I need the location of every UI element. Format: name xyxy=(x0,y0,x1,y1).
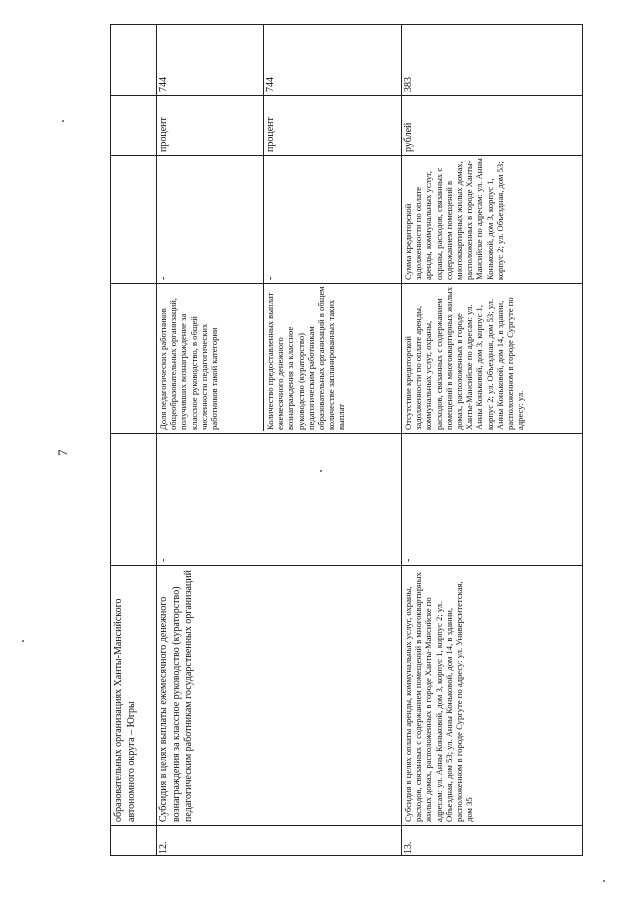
row-12-num-cell xyxy=(156,825,401,857)
row-12-ind1-code: 744 xyxy=(158,77,169,92)
row-13-ind-unit-cell xyxy=(401,95,584,155)
row-12-ind2-val: - xyxy=(265,276,276,280)
row-12-ind1-name-cell xyxy=(156,283,263,433)
row-13-ind-unit: рублей xyxy=(403,122,414,152)
row-12-name-cell xyxy=(156,565,401,825)
row-13-name: Субсидия в целях оплаты аренды, коммунальных услуг, охраны, расходов, связанных с содержанием помещений в многоквартирных жилых домах, расположенных в городе Ханты-Мансийске по адресам: ул. Анны Коньковой, дом 3, корпус 1, корпус 2; ул. Объездная, дом 53; ул. Анны Коньковой, дом 14, в здании, расположенном в городе Сургуте по адресу: ул. Университетская, дом 35 xyxy=(403,572,475,822)
row-12-ind2-unit: процент xyxy=(265,117,276,152)
page-number: 7 xyxy=(55,449,70,456)
scan-speck xyxy=(603,880,605,882)
row-13-col3: - xyxy=(403,558,414,562)
row-12-ind1-val-cell xyxy=(156,155,263,283)
row-13-ind-name: Отсутствие кредиторской задолженности по оплате аренды, коммунальных услуг, охраны, расходов, связанных с содержанием помещений в многоквартирных жилых домах, расположенных в городе Ханты-Мансийске по адресам: ул. Анны Коньковой, дом 3, корпус 1, корпус 2; ул. Объездная, дом 53; ул. Анны Коньковой, дом 14, в здании, расположенном в городе Сургуте по адресу: ул. xyxy=(403,287,526,430)
row-12-ind2-val-cell xyxy=(263,155,401,283)
row-12-num: 12. xyxy=(158,841,169,854)
row-12-ind2-name-cell xyxy=(263,283,401,433)
row-13-name-cell xyxy=(401,565,584,825)
row-12-ind2-unit-cell xyxy=(263,95,401,155)
row-12-ind2-code-cell xyxy=(263,25,401,95)
row-header-text: образовательных организациях Ханты-Мансийского автономного округа – Югры xyxy=(113,598,137,822)
row-header-text-cell xyxy=(111,565,156,825)
row-13-num-cell xyxy=(401,825,584,857)
scan-speck xyxy=(320,470,322,472)
row-12-col3-cell xyxy=(156,433,401,565)
row-12-ind1-val: - xyxy=(158,276,169,280)
row-13-ind-val: Сумма кредиторской задолженности по оплате аренды, коммунальных услуг, охраны, расходов, связанных с содержанием помещений в многоквартирных жилых домах, расположенных в городе Ханты-Мансийске по адресам: ул. Анны Коньковой, дом 3, корпус 1, корпус 2; ул. Объездная, дом 53; xyxy=(403,158,505,280)
scan-speck xyxy=(22,640,24,642)
row-12-ind1-name: Доля педагогических работников общеобразовательных организаций, получивших вознаграждение за классное руководство, в общей численности педагогических работников такой категории xyxy=(158,298,220,430)
row-12-ind1-code-cell xyxy=(156,25,263,95)
row-12-ind1-unit: процент xyxy=(158,117,169,152)
row-13-col3-cell xyxy=(401,433,584,565)
row-13-ind-name-cell xyxy=(401,283,584,433)
row-13-ind-code-cell xyxy=(401,25,584,95)
row-12-name: Субсидия в целях выплаты ежемесячного денежного вознаграждения за классное руководство (кураторство) педагогическим работникам государственных организаций xyxy=(158,570,195,822)
row-12-ind1-unit-cell xyxy=(156,95,263,155)
indicators-table xyxy=(110,24,583,856)
row-12-col3: - xyxy=(158,558,169,562)
row-13-num: 13. xyxy=(403,841,414,854)
row-12-ind2-name: Количество предоставленных выплат ежемесячного денежного вознаграждения за классное руководство (кураторство) педагогическим работникам образовательных организаций в общем количестве запланированных таких выплат xyxy=(265,286,347,430)
row-13-ind-code: 383 xyxy=(403,77,414,92)
row-13-ind-val-cell xyxy=(401,155,584,283)
row-12-ind2-code: 744 xyxy=(265,77,276,92)
scan-speck xyxy=(62,120,64,122)
